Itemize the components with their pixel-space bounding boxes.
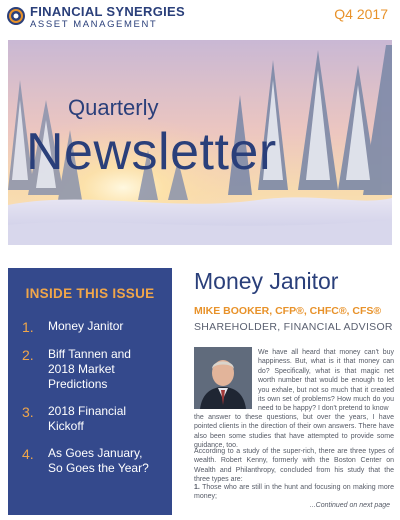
inside-this-issue-panel [8, 268, 172, 515]
sidebar-heading: INSIDE THIS ISSUE [25, 286, 155, 301]
issue-title: 2018 Financial Kickoff [48, 404, 127, 433]
issue-title: As Goes January, So Goes the Year? [48, 446, 149, 475]
issue-number: 2. [22, 347, 34, 363]
article-header [194, 268, 394, 333]
hero-banner [8, 40, 392, 245]
masthead [0, 0, 400, 34]
list-number: 1. [194, 484, 200, 491]
author-role: SHAREHOLDER, FINANCIAL ADVISOR [194, 321, 393, 333]
article-paragraph: the answer to these questions, but over the years, I have pointed clients in the direction of their own answers. There have also been some studies that have attempted to provide some guidance, too. [194, 414, 394, 450]
article-author: MIKE BOOKER, CFP®, CHFC®, CFS® [194, 305, 382, 317]
issue-item-1[interactable] [22, 319, 158, 335]
article-paragraph: We have all heard that money can't buy happiness. But, what is it that money can do? Specifically, what is that magic net worth number that would be enough to let you exhale, but not so much that it created its own set of problems? How much do you need to be happy? I don't pretend to know [258, 349, 394, 413]
issue-item-4[interactable] [22, 446, 158, 476]
issue-number: 1. [22, 319, 34, 335]
issue-number: 4. [22, 446, 34, 462]
issue-title: Money Janitor [48, 319, 124, 333]
article-title: Money Janitor [194, 268, 339, 294]
brand-subtitle: ASSET MANAGEMENT [30, 19, 158, 30]
newsletter-title-small: Quarterly [68, 95, 159, 120]
article-paragraph: According to a study of the super-rich, there are three types of wealth. Robert Kenny, formerly with the Boston Center on Wealth and Philanthropy, concluded from his study that the three types are: [194, 448, 394, 484]
newsletter-title-large: Newsletter [26, 123, 277, 181]
issue-quarter: Q4 2017 [334, 6, 388, 22]
list-text: Those who are still in the hunt and focusing on making more money; [194, 484, 394, 501]
article-list-item [194, 483, 394, 502]
issue-number: 3. [22, 404, 34, 420]
issue-title: Biff Tannen and 2018 Market Predictions [48, 347, 131, 391]
issue-item-3[interactable] [22, 404, 158, 434]
brand-logo-icon [6, 6, 26, 26]
issue-item-2[interactable] [22, 347, 158, 392]
brand-name: FINANCIAL SYNERGIES [30, 4, 185, 19]
author-portrait-image [194, 347, 252, 409]
continued-link[interactable]: ...Continued on next page [309, 502, 390, 509]
